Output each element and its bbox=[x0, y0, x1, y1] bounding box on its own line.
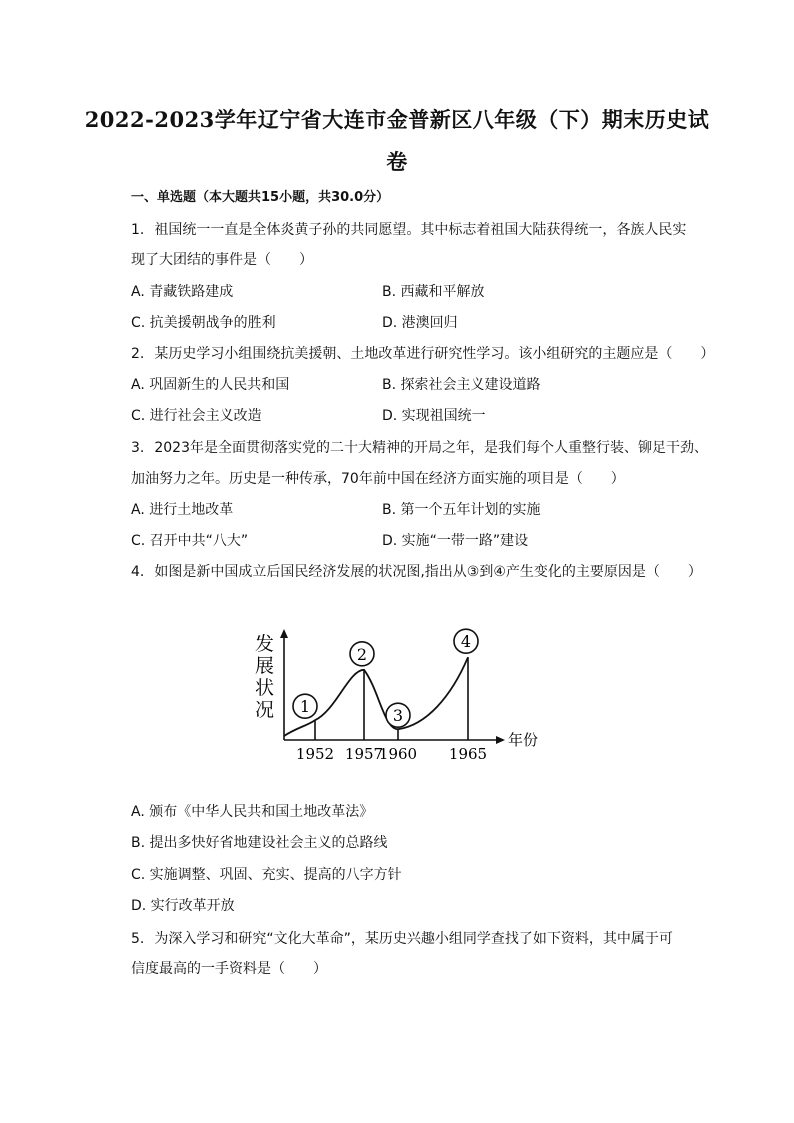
question-3-option-b[interactable]: B. 第一个五年计划的实施 bbox=[382, 502, 541, 518]
question-3-line2: 加油努力之年。历史是一种传承，70年前中国在经济方面实施的项目是（ ） bbox=[131, 471, 625, 487]
question-5-number: 5. bbox=[131, 931, 145, 947]
y-axis-label bbox=[255, 633, 274, 721]
y-axis-label-char: 展 bbox=[255, 655, 275, 677]
question-5-line1 bbox=[131, 928, 673, 948]
y-axis-arrow bbox=[280, 629, 288, 638]
question-2-option-a[interactable]: A. 巩固新生的人民共和国 bbox=[131, 377, 290, 393]
question-2-line1 bbox=[131, 343, 714, 363]
question-3-option-d[interactable]: D. 实施“一带一路”建设 bbox=[382, 533, 529, 549]
question-1-option-d[interactable]: D. 港澳回归 bbox=[382, 315, 458, 331]
y-axis-label-char: 状 bbox=[255, 677, 275, 699]
question-4-text: 如图是新中国成立后国民经济发展的状况图,指出从③到④产生变化的主要原因是（ ） bbox=[154, 564, 702, 580]
x-axis-label: 年份 bbox=[508, 731, 539, 749]
y-axis-label-char: 发 bbox=[255, 633, 275, 655]
question-3-option-c[interactable]: C. 召开中共“八大” bbox=[131, 533, 249, 549]
question-1-line2: 现了大团结的事件是（ ） bbox=[131, 252, 313, 268]
economy-development-chart bbox=[251, 628, 551, 768]
question-3-number: 3. bbox=[131, 440, 145, 456]
x-tick-label: 1957 bbox=[344, 745, 384, 763]
exam-title-line1: 2022-2023学年辽宁省大连市金普新区八年级（下）期末历史试 bbox=[84, 107, 710, 132]
question-1-option-c[interactable]: C. 抗美援朝战争的胜利 bbox=[131, 315, 276, 331]
question-2-number: 2. bbox=[131, 346, 145, 362]
point-1-label: 1 bbox=[299, 697, 311, 717]
question-3-option-a[interactable]: A. 进行土地改革 bbox=[131, 502, 234, 518]
question-2-text: 某历史学习小组围绕抗美援朝、土地改革进行研究性学习。该小组研究的主题应是（ ） bbox=[154, 346, 715, 362]
question-1-option-a[interactable]: A. 青藏铁路建成 bbox=[131, 284, 234, 300]
question-1-text: 祖国统一一直是全体炎黄子孙的共同愿望。其中标志着祖国大陆获得统一，各族人民实 bbox=[154, 222, 687, 238]
point-4-label: 4 bbox=[460, 632, 472, 652]
question-3-line1 bbox=[131, 437, 708, 457]
point-2-label: 2 bbox=[356, 644, 368, 664]
question-1-number: 1. bbox=[131, 222, 145, 238]
exam-title-line2: 卷 bbox=[386, 149, 408, 174]
point-3-label: 3 bbox=[392, 706, 404, 726]
question-2-option-b[interactable]: B. 探索社会主义建设道路 bbox=[382, 377, 541, 393]
question-4-line1 bbox=[131, 561, 702, 581]
question-5-text: 为深入学习和研究“文化大革命”，某历史兴趣小组同学查找了如下资料，其中属于可 bbox=[154, 931, 673, 947]
x-tick-label: 1960 bbox=[378, 745, 418, 763]
question-3-text: 2023年是全面贯彻落实党的二十大精神的开局之年，是我们每个人重整行装、铆足干劲、 bbox=[154, 440, 708, 456]
x-tick-label: 1965 bbox=[448, 745, 488, 763]
x-tick-label: 1952 bbox=[295, 745, 335, 763]
question-4-number: 4. bbox=[131, 564, 145, 580]
x-axis-arrow bbox=[496, 736, 505, 744]
question-4-option-d[interactable]: D. 实行改革开放 bbox=[131, 898, 235, 914]
question-1-option-b[interactable]: B. 西藏和平解放 bbox=[382, 284, 485, 300]
question-2-option-d[interactable]: D. 实现祖国统一 bbox=[382, 408, 486, 424]
section-heading: 一、单选题（本大题共15小题，共30.0分） bbox=[131, 190, 390, 205]
question-1-line1 bbox=[131, 219, 686, 239]
question-5-line2: 信度最高的一手资料是（ ） bbox=[131, 961, 327, 977]
question-4-option-a[interactable]: A. 颁布《中华人民共和国土地改革法》 bbox=[131, 804, 374, 820]
question-4-option-b[interactable]: B. 提出多快好省地建设社会主义的总路线 bbox=[131, 835, 388, 851]
y-axis-label-char: 况 bbox=[255, 699, 275, 721]
question-2-option-c[interactable]: C. 进行社会主义改造 bbox=[131, 408, 262, 424]
question-4-option-c[interactable]: C. 实施调整、巩固、充实、提高的八字方针 bbox=[131, 867, 402, 883]
